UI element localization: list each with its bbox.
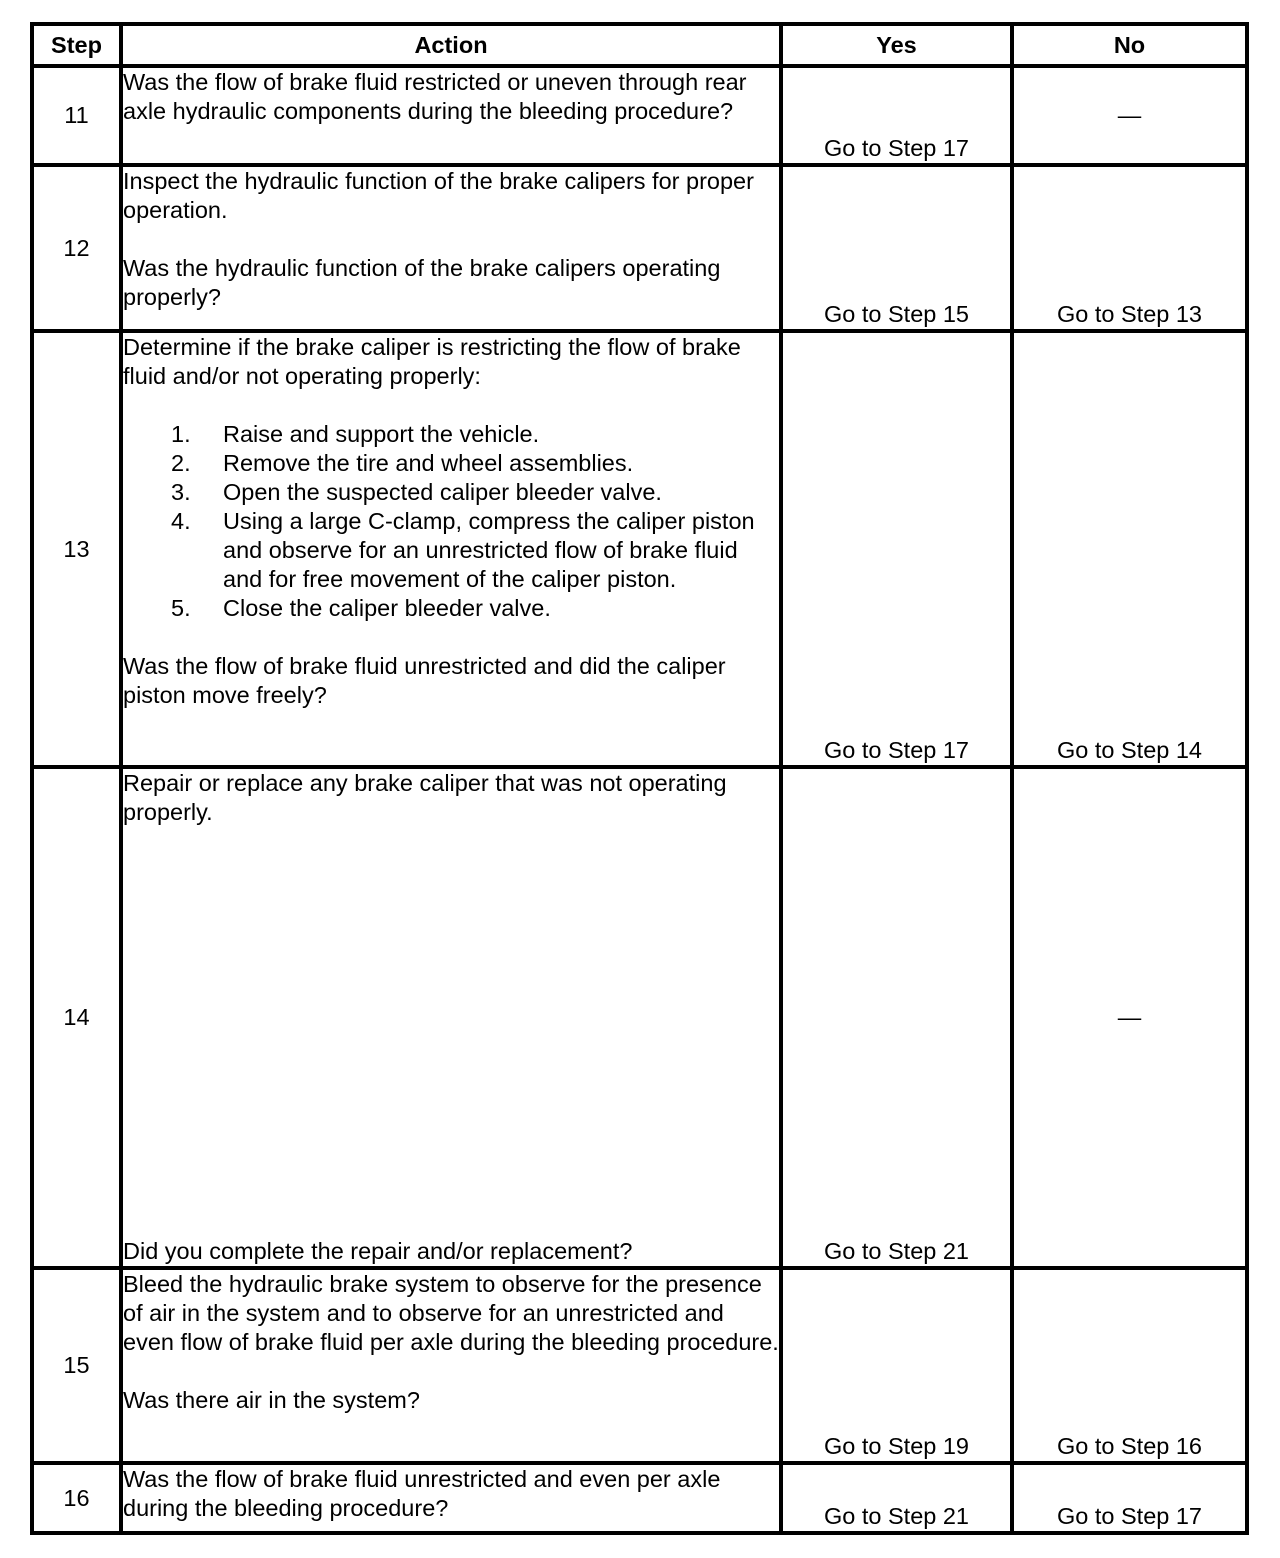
substep-text: Using a large C-clamp, compress the caliper piston and observe for an unrestricted flow of brake fluid and for free movement of the caliper piston.: [223, 508, 755, 592]
no-result: Go to Step 16: [1012, 1268, 1247, 1463]
action-question: Was the flow of brake fluid unrestricted and even per axle during the bleeding procedure?: [123, 1466, 721, 1521]
step-number: 12: [32, 165, 121, 331]
no-result: —: [1012, 66, 1247, 165]
action-cell: [121, 767, 781, 1268]
step-number: 15: [32, 1268, 121, 1463]
table-row-step-13: [32, 331, 1247, 767]
action-instruction: Determine if the brake caliper is restricting the flow of brake fluid and/or not operating properly:: [123, 334, 741, 389]
action-instruction: Repair or replace any brake caliper that was not operating properly.: [123, 770, 727, 825]
yes-result: Go to Step 17: [781, 66, 1012, 165]
yes-result: Go to Step 15: [781, 165, 1012, 331]
no-result: Go to Step 17: [1012, 1463, 1247, 1533]
no-result: Go to Step 14: [1012, 331, 1247, 767]
diagnostic-steps-table: [30, 22, 1249, 1535]
table-row-step-12: [32, 165, 1247, 331]
no-result: Go to Step 13: [1012, 165, 1247, 331]
list-item: [123, 594, 779, 623]
substep-list: [123, 420, 779, 623]
action-cell: [121, 66, 781, 165]
yes-result: Go to Step 21: [781, 1463, 1012, 1533]
step-number: 16: [32, 1463, 121, 1533]
list-item: [123, 420, 779, 449]
step-number: 11: [32, 66, 121, 165]
action-cell: [121, 1268, 781, 1463]
yes-result: Go to Step 17: [781, 331, 1012, 767]
header-action: Action: [121, 24, 781, 66]
substep-number: 5.: [171, 595, 191, 621]
header-no: No: [1012, 24, 1247, 66]
action-question: Was the flow of brake fluid unrestricted and did the caliper piston move freely?: [123, 653, 726, 708]
substep-number: 2.: [171, 450, 191, 476]
header-yes: Yes: [781, 24, 1012, 66]
header-step: Step: [32, 24, 121, 66]
list-item: [123, 478, 779, 507]
list-item: [123, 507, 779, 594]
action-instruction: Inspect the hydraulic function of the brake calipers for proper operation.: [123, 168, 754, 223]
substep-text: Open the suspected caliper bleeder valve.: [223, 479, 662, 505]
substep-number: 3.: [171, 479, 191, 505]
list-item: [123, 449, 779, 478]
header-row: [32, 24, 1247, 66]
action-question: Was the flow of brake fluid restricted or uneven through rear axle hydraulic components during the bleeding procedure?: [123, 69, 747, 124]
step-number: 14: [32, 767, 121, 1268]
substep-text: Raise and support the vehicle.: [223, 421, 540, 447]
action-question: Was there air in the system?: [123, 1387, 420, 1413]
table-row-step-15: [32, 1268, 1247, 1463]
yes-result: Go to Step 21: [781, 767, 1012, 1268]
substep-number: 1.: [171, 421, 191, 447]
substep-text: Close the caliper bleeder valve.: [223, 595, 551, 621]
substep-number: 4.: [171, 508, 191, 534]
action-instruction: Bleed the hydraulic brake system to observe for the presence of air in the system and to observe for an unrestricted and even flow of brake fluid per axle during the bleeding procedure.: [123, 1271, 779, 1355]
action-cell: [121, 331, 781, 767]
no-result: —: [1012, 767, 1247, 1268]
action-question: Did you complete the repair and/or replacement?: [123, 1238, 633, 1264]
table-row-step-14: [32, 767, 1247, 1268]
substep-text: Remove the tire and wheel assemblies.: [223, 450, 634, 476]
action-question: Was the hydraulic function of the brake calipers operating properly?: [123, 255, 721, 310]
step-number: 13: [32, 331, 121, 767]
action-cell: [121, 165, 781, 331]
table-row-step-11: [32, 66, 1247, 165]
action-cell: [121, 1463, 781, 1533]
table-row-step-16: [32, 1463, 1247, 1533]
yes-result: Go to Step 19: [781, 1268, 1012, 1463]
